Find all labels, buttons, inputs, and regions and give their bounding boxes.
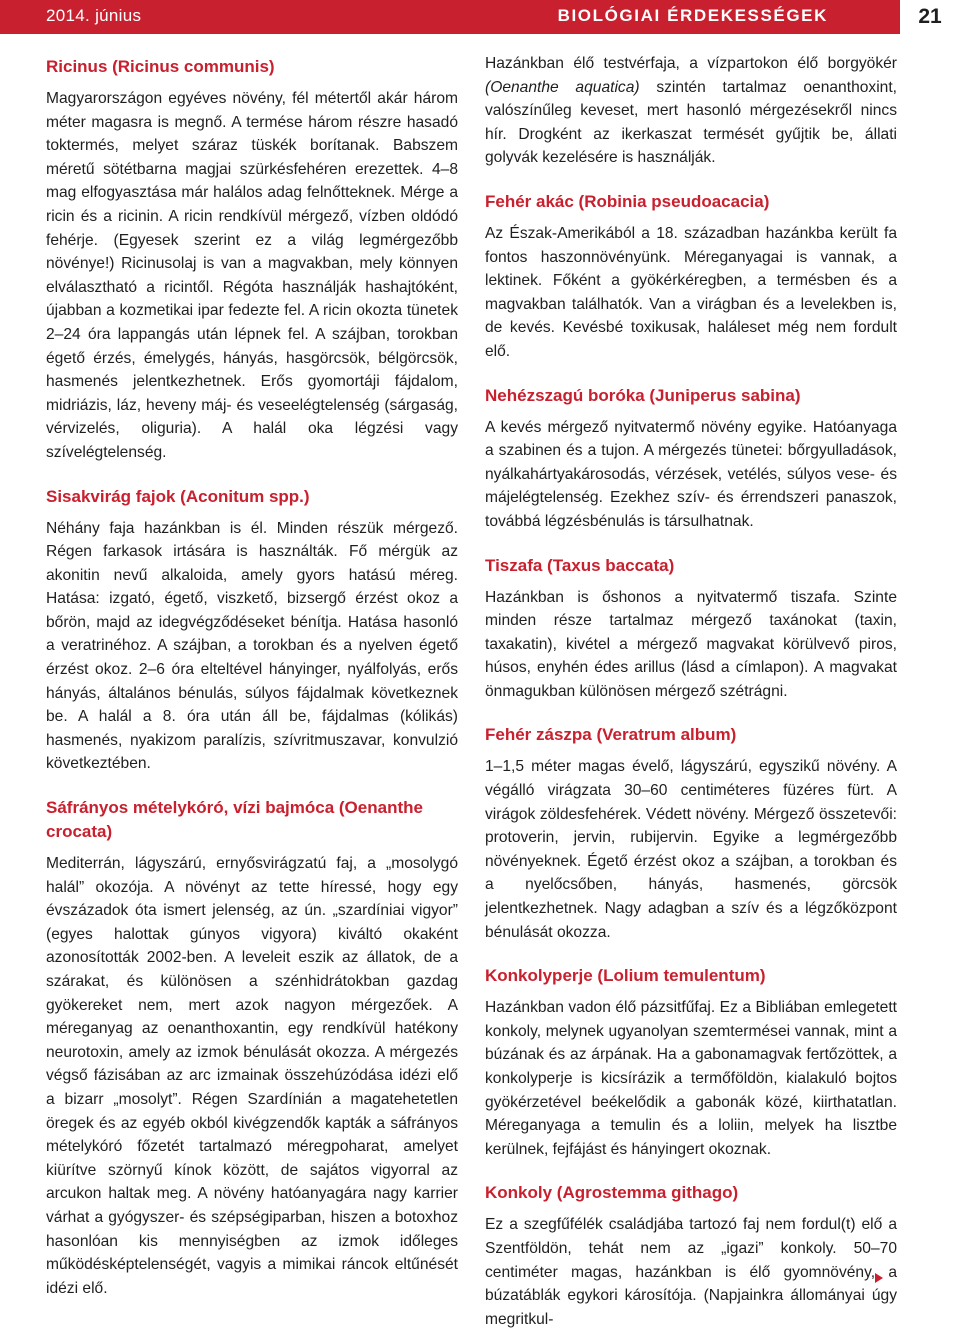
article-heading-aconitum: Sisakvirág fajok (Aconitum spp.) <box>46 486 310 506</box>
article-body-ricinus: Magyarországon egyéves növény, fél métertől akár három méter magasra is megnő. A termése három részre hasadó toktermés, melyet száraz tüskék borítanak. Babszem méretű sötétbarna magjai szürkésfehéren erezettek. 4–8 mag elfogyasztása már halálos adag felnőtteknek. Mérge a ricin és a ricinin. A ricin rendkívül mérgező, vízben oldódó fehérje. (Egyesek szerint ez a világ legmérgezőbb növénye!) Ricinusolaj is van a magvakban, mely könnyen elválasztható a ricintől. Régóta használják hashajtóként, újabban a kozmetikai ipar fedezte fel. A ricin okozta tünetek 2–24 óra lappangás után lépnek fel. A szájban, torokban égető érzés, émelygés, hányás, hasgörcsök, bélgörcsök, hasmenés jelentkezhetnek. Erős gyomortáji fájdalom, midriázis, láz, heveny máj- és veseelégtelenség (sárgaság, vérvizelés, oliguria). A halál oka légzési vagy szívelégtelenség. <box>46 90 458 461</box>
article-body-juniperus: A kevés mérgező nyitvatermő növény egyike. Hatóanyaga a szabinen és a tujon. A mérgezés tünetei: bőrgyulladások, nyálkahártyakárosodás, vérzések, vetélés, súlyos vese- és májelégtelenség. Ezekhez szív- és érrendszeri panaszok, továbbá légzésbénulás is társulhatnak. <box>485 418 897 530</box>
article-heading-lolium: Konkolyperje (Lolium temulentum) <box>485 966 766 986</box>
section-title: BIOLÓGIAI ÉRDEKESSÉGEK <box>557 6 828 25</box>
article-heading-robinia: Fehér akác (Robinia pseudoacacia) <box>485 191 770 211</box>
article-heading-veratrum: Fehér zászpa (Veratrum album) <box>485 725 737 745</box>
article-body-oenanthe-aquatica: Hazánkban élő testvérfaja, a vízpartokon élő borgyökér (Oenanthe aquatica) szintén tartalmaz oenanthoxint, valószínűleg keveset, mert hasonló mérgezésekről nincs hír. Drogként az ikerkaszat termését gyűjtik be, állati golyvák kezelésére is használják. <box>485 55 898 167</box>
article-body-agrostemma: Ez a szegfűfélék családjába tartozó faj nem fordul(t) elő a Szentföldön, tehát nem az „igazi” konkoly. 50–70 centiméter magas, hazánkban is élő gyomnövény, a búzatáblák egykori károsítója. (Napjainkra állományai úgy megritkul- <box>485 1216 897 1328</box>
header-bar <box>0 0 900 34</box>
article-body-lolium: Hazánkban vadon élő pázsitfűfaj. Ez a Bibliában emlegetett konkoly, melynek ugyanolyan szemtermései vannak, mint a búzának és az árpának. Ha a gabonamagvak fertőzöttek, a konkolyperje is kicsírázik a termőföldön, kialakuló bojtos gyökérzetével beékelődik a gabonák közé, kiirthatatlan. Méreganyaga a temulin és a loliin, melyek ha lisztbe kerülnek, fejfájást és hányingert okoznak. <box>485 999 897 1158</box>
left-column <box>46 52 458 1300</box>
article-heading-agrostemma: Konkoly (Agrostemma githago) <box>485 1183 739 1203</box>
article-body-aconitum: Néhány faja hazánkban is él. Minden részük mérgező. Régen farkasok irtására is használták. Fő mérgük az akonitin nevű alkaloida, amely gyors hatású méreg. Hatása: izgató, égető, viszkető, bizsergő érzést okoz a bőrön, majd az idegvégződéseket bénítja. Hatása hasonló a veratrinéhoz. A szájban, a torokban és a nyelven égető érzést okoz. 2–6 óra elteltével hányinger, nyálfolyás, erős hányás, általános bénulás, súlyos fájdalmak következnek be. A halál a 8. óra után áll be, fájdalmas (kólikás) hasmenés, nyakizom paralízis, szívritmuszavar, konvulzió következtében. <box>46 519 458 773</box>
article-body-oenanthe-crocata: Mediterrán, lágyszárú, ernyősvirágzatú faj, a „mosolygó halál” okozója. A növényt az tette híressé, hogy egy évszázadok óta ismert jelenség, az ún. „szardíniai vigyor” (egyes halottak gúnyos vigyora) kiváltó okaként azonosították 2002-ben. A leveleit eszik az állatok, de a szárakat, és különösen a szénhidrátokban gazdag gyökereket nem, mert azok nagyon mérgezőek. A méreganyag az oenanthoxantin, egy rendkívül hatékony neurotoxin, amely az izmok bénulását okozza. A mérgezés végső fázisában az arc izmainak összehúzódása idézi elő a bizarr „mosolyt”. Régen Szardínián a magatehetetlen öregek és az egyéb okból kivégzendők kapták a sáfrányos mételykóró főzetét tartalmazó méregpoharat, amelyet kiürítve szörnyű kínok között, de sajátos vigyorral az arcukon haltak meg. A növény hatóanyagára nagy karrier várhat a gyógyszer- és szépségiparban, hiszen a botoxhoz hasonlóan kis mennyiségben az izmok időleges működésképtelenségét, vagyis a mimikai ráncok eltűnését idézi elő. <box>46 855 458 1297</box>
continue-arrow-icon <box>875 1273 883 1283</box>
article-heading-oenanthe-crocata: Sáfrányos mételykóró, vízi bajmóca (Oenanthe crocata) <box>46 798 423 842</box>
page-number: 21 <box>900 0 960 34</box>
article-heading-ricinus: Ricinus (Ricinus communis) <box>46 57 275 76</box>
article-heading-juniperus: Nehézszagú boróka (Juniperus sabina) <box>485 385 801 405</box>
issue-date: 2014. június <box>46 6 142 25</box>
article-heading-taxus: Tiszafa (Taxus baccata) <box>485 555 675 575</box>
article-body-veratrum: 1–1,5 méter magas évelő, lágyszárú, egyszikű növény. A végálló virágzata 30–60 centiméteres füzéres fürt. A virágok zöldesfehérek. Védett növény. Mérgező összetevői: protoverin, jervin, rubijervin. Egyike a legmérgezőbb növényeknek. Égető érzést okoz a szájban, a torokban és a nyelőcsőben, hányás, hasmenés, görcsök jelentkezhetnek. Nagy adagban a szív és a légzőközpont bénulását okozza. <box>485 758 897 941</box>
page-header <box>0 0 960 34</box>
right-column <box>485 52 897 1331</box>
article-body-taxus: Hazánkban is őshonos a nyitvatermő tiszafa. Szinte minden része tartalmaz mérgező taxánokat (taxin, taxakatin), kivétel a mérgező magvakat körülvevő piros, húsos, enyhén édes arillus (lásd a címlapon). A magvakat önmagukban különösen mérgező szétrágni. <box>485 588 897 700</box>
article-body-robinia: Az Észak-Amerikából a 18. században hazánkba került fa fontos haszonnövényünk. Méreganyagai is vannak, a lektinek. Főként a gyökérkéregben, a termésben és a magvakban találhatók. Van a virágban és a levelekben is, de kevés. Kevésbé toxikusak, haláleset még nem fordult elő. <box>485 224 897 360</box>
